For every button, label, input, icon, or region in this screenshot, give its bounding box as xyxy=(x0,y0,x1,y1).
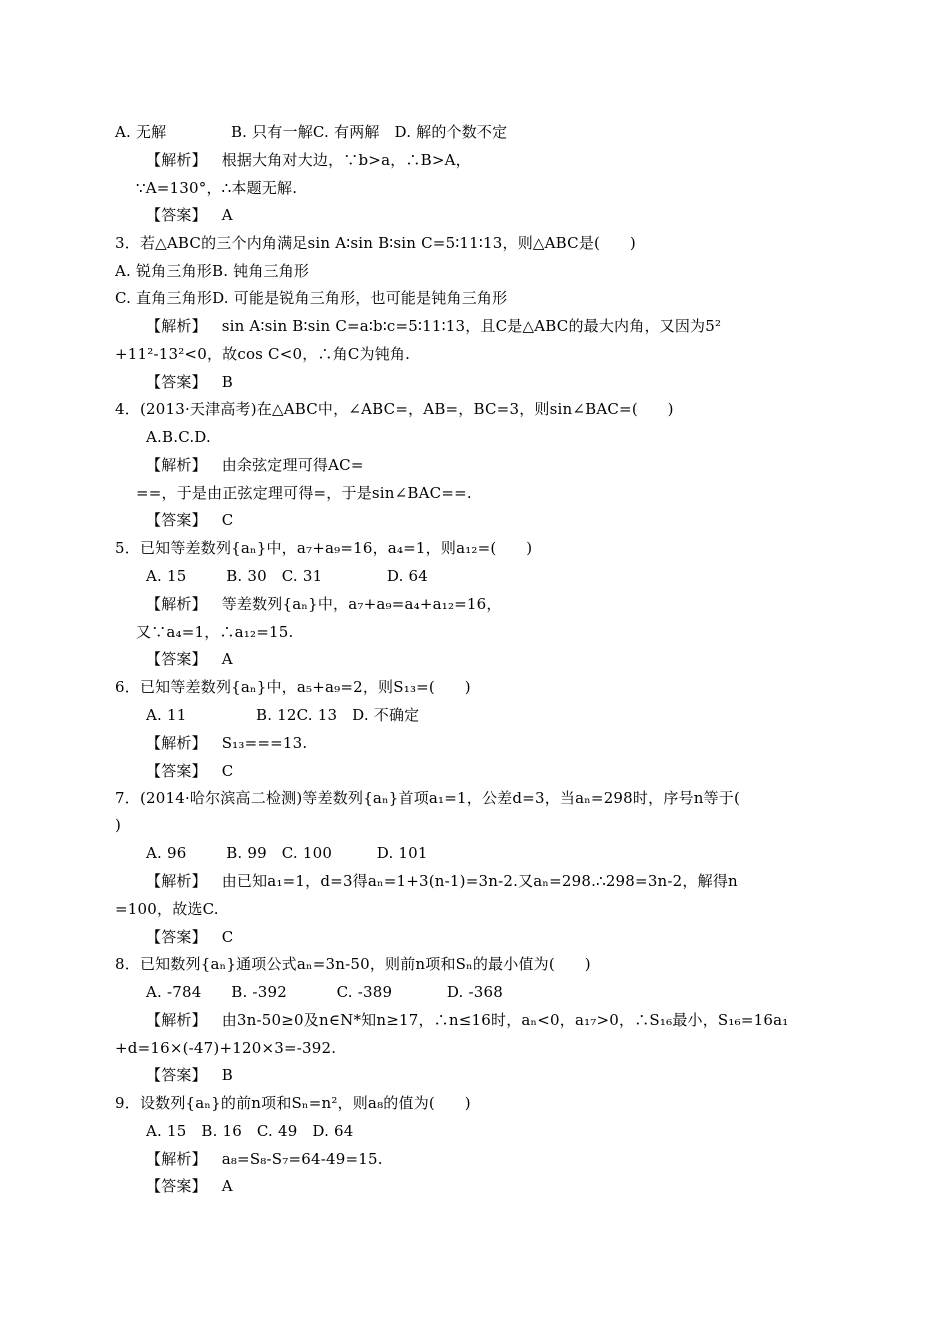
q2-analysis: 【解析】 根据大角对大边，∵b>a，∴B>A， xyxy=(146,151,471,169)
q5-answer: 【答案】 A xyxy=(146,650,233,668)
q6-options: A. 11 B. 12C. 13 D. 不确定 xyxy=(146,706,420,724)
q5-stem: 5．已知等差数列{aₙ}中，a₇+a₉=16，a₄=1，则a₁₂=( ) xyxy=(115,539,533,557)
q3-stem: 3．若△ABC的三个内角满足sin A∶sin B∶sin C=5∶11∶13，则△ABC是( ) xyxy=(115,234,636,252)
q3-options-ab: A. 锐角三角形B. 钝角三角形 xyxy=(115,262,310,280)
q5-analysis: 【解析】 等差数列{aₙ}中，a₇+a₉=a₄+a₁₂=16， xyxy=(146,595,502,613)
q9-answer: 【答案】 A xyxy=(146,1177,233,1195)
q8-options: A. -784 B. -392 C. -389 D. -368 xyxy=(146,983,503,1001)
q4-analysis-cont: ==，于是由正弦定理可得=，于是sin∠BAC==. xyxy=(136,484,472,502)
q7-analysis: 【解析】 由已知a₁=1，d=3得aₙ=1+3(n-1)=3n-2.又aₙ=298.∴298=3n-2，解得n xyxy=(146,872,738,890)
q7-answer: 【答案】 C xyxy=(146,928,234,946)
q7-stem-cont: ) xyxy=(115,816,122,834)
q6-stem: 6．已知等差数列{aₙ}中，a₅+a₉=2，则S₁₃=( ) xyxy=(115,678,471,696)
q4-options: A.B.C.D. xyxy=(146,428,211,446)
q3-options-cd: C. 直角三角形D. 可能是锐角三角形，也可能是钝角三角形 xyxy=(115,289,508,307)
q6-answer: 【答案】 C xyxy=(146,762,234,780)
q8-analysis: 【解析】 由3n-50≥0及n∈N*知n≥17，∴n≤16时，aₙ<0，a₁₇>0，∴S₁₆最小，S₁₆=16a₁ xyxy=(146,1011,789,1029)
q7-stem: 7．(2014·哈尔滨高二检测)等差数列{aₙ}首项a₁=1，公差d=3，当aₙ=298时，序号n等于( xyxy=(115,789,741,807)
q7-analysis-cont: =100，故选C. xyxy=(115,900,219,918)
q2-analysis-cont: ∵A=130°，∴本题无解. xyxy=(136,179,298,197)
q9-stem: 9．设数列{aₙ}的前n项和Sₙ=n²，则a₈的值为( ) xyxy=(115,1094,471,1112)
q2-options: A. 无解 B. 只有一解C. 有两解 D. 解的个数不定 xyxy=(115,123,508,141)
q8-stem: 8．已知数列{aₙ}通项公式aₙ=3n-50，则前n项和Sₙ的最小值为( ) xyxy=(115,955,591,973)
q4-answer: 【答案】 C xyxy=(146,511,234,529)
q6-analysis: 【解析】 S₁₃===13. xyxy=(146,734,308,752)
q4-analysis: 【解析】 由余弦定理可得AC= xyxy=(146,456,364,474)
q3-analysis-cont: +11²-13²<0，故cos C<0，∴角C为钝角. xyxy=(115,345,411,363)
q2-answer: 【答案】 A xyxy=(146,206,233,224)
q5-analysis-cont: 又∵a₄=1，∴a₁₂=15. xyxy=(136,623,294,641)
q9-analysis: 【解析】 a₈=S₈-S₇=64-49=15. xyxy=(146,1150,383,1168)
q3-analysis: 【解析】 sin A∶sin B∶sin C=a∶b∶c=5∶11∶13，且C是△ABC的最大内角，又因为5² xyxy=(146,317,722,335)
q7-options: A. 96 B. 99 C. 100 D. 101 xyxy=(146,844,428,862)
q8-answer: 【答案】 B xyxy=(146,1066,233,1084)
q8-analysis-cont: +d=16×(-47)+120×3=-392. xyxy=(115,1039,337,1057)
q5-options: A. 15 B. 30 C. 31 D. 64 xyxy=(146,567,429,585)
q4-stem: 4．(2013·天津高考)在△ABC中，∠ABC=，AB=，BC=3，则sin∠BAC=( ) xyxy=(115,400,674,418)
q9-options: A. 15 B. 16 C. 49 D. 64 xyxy=(146,1122,354,1140)
q3-answer: 【答案】 B xyxy=(146,373,233,391)
